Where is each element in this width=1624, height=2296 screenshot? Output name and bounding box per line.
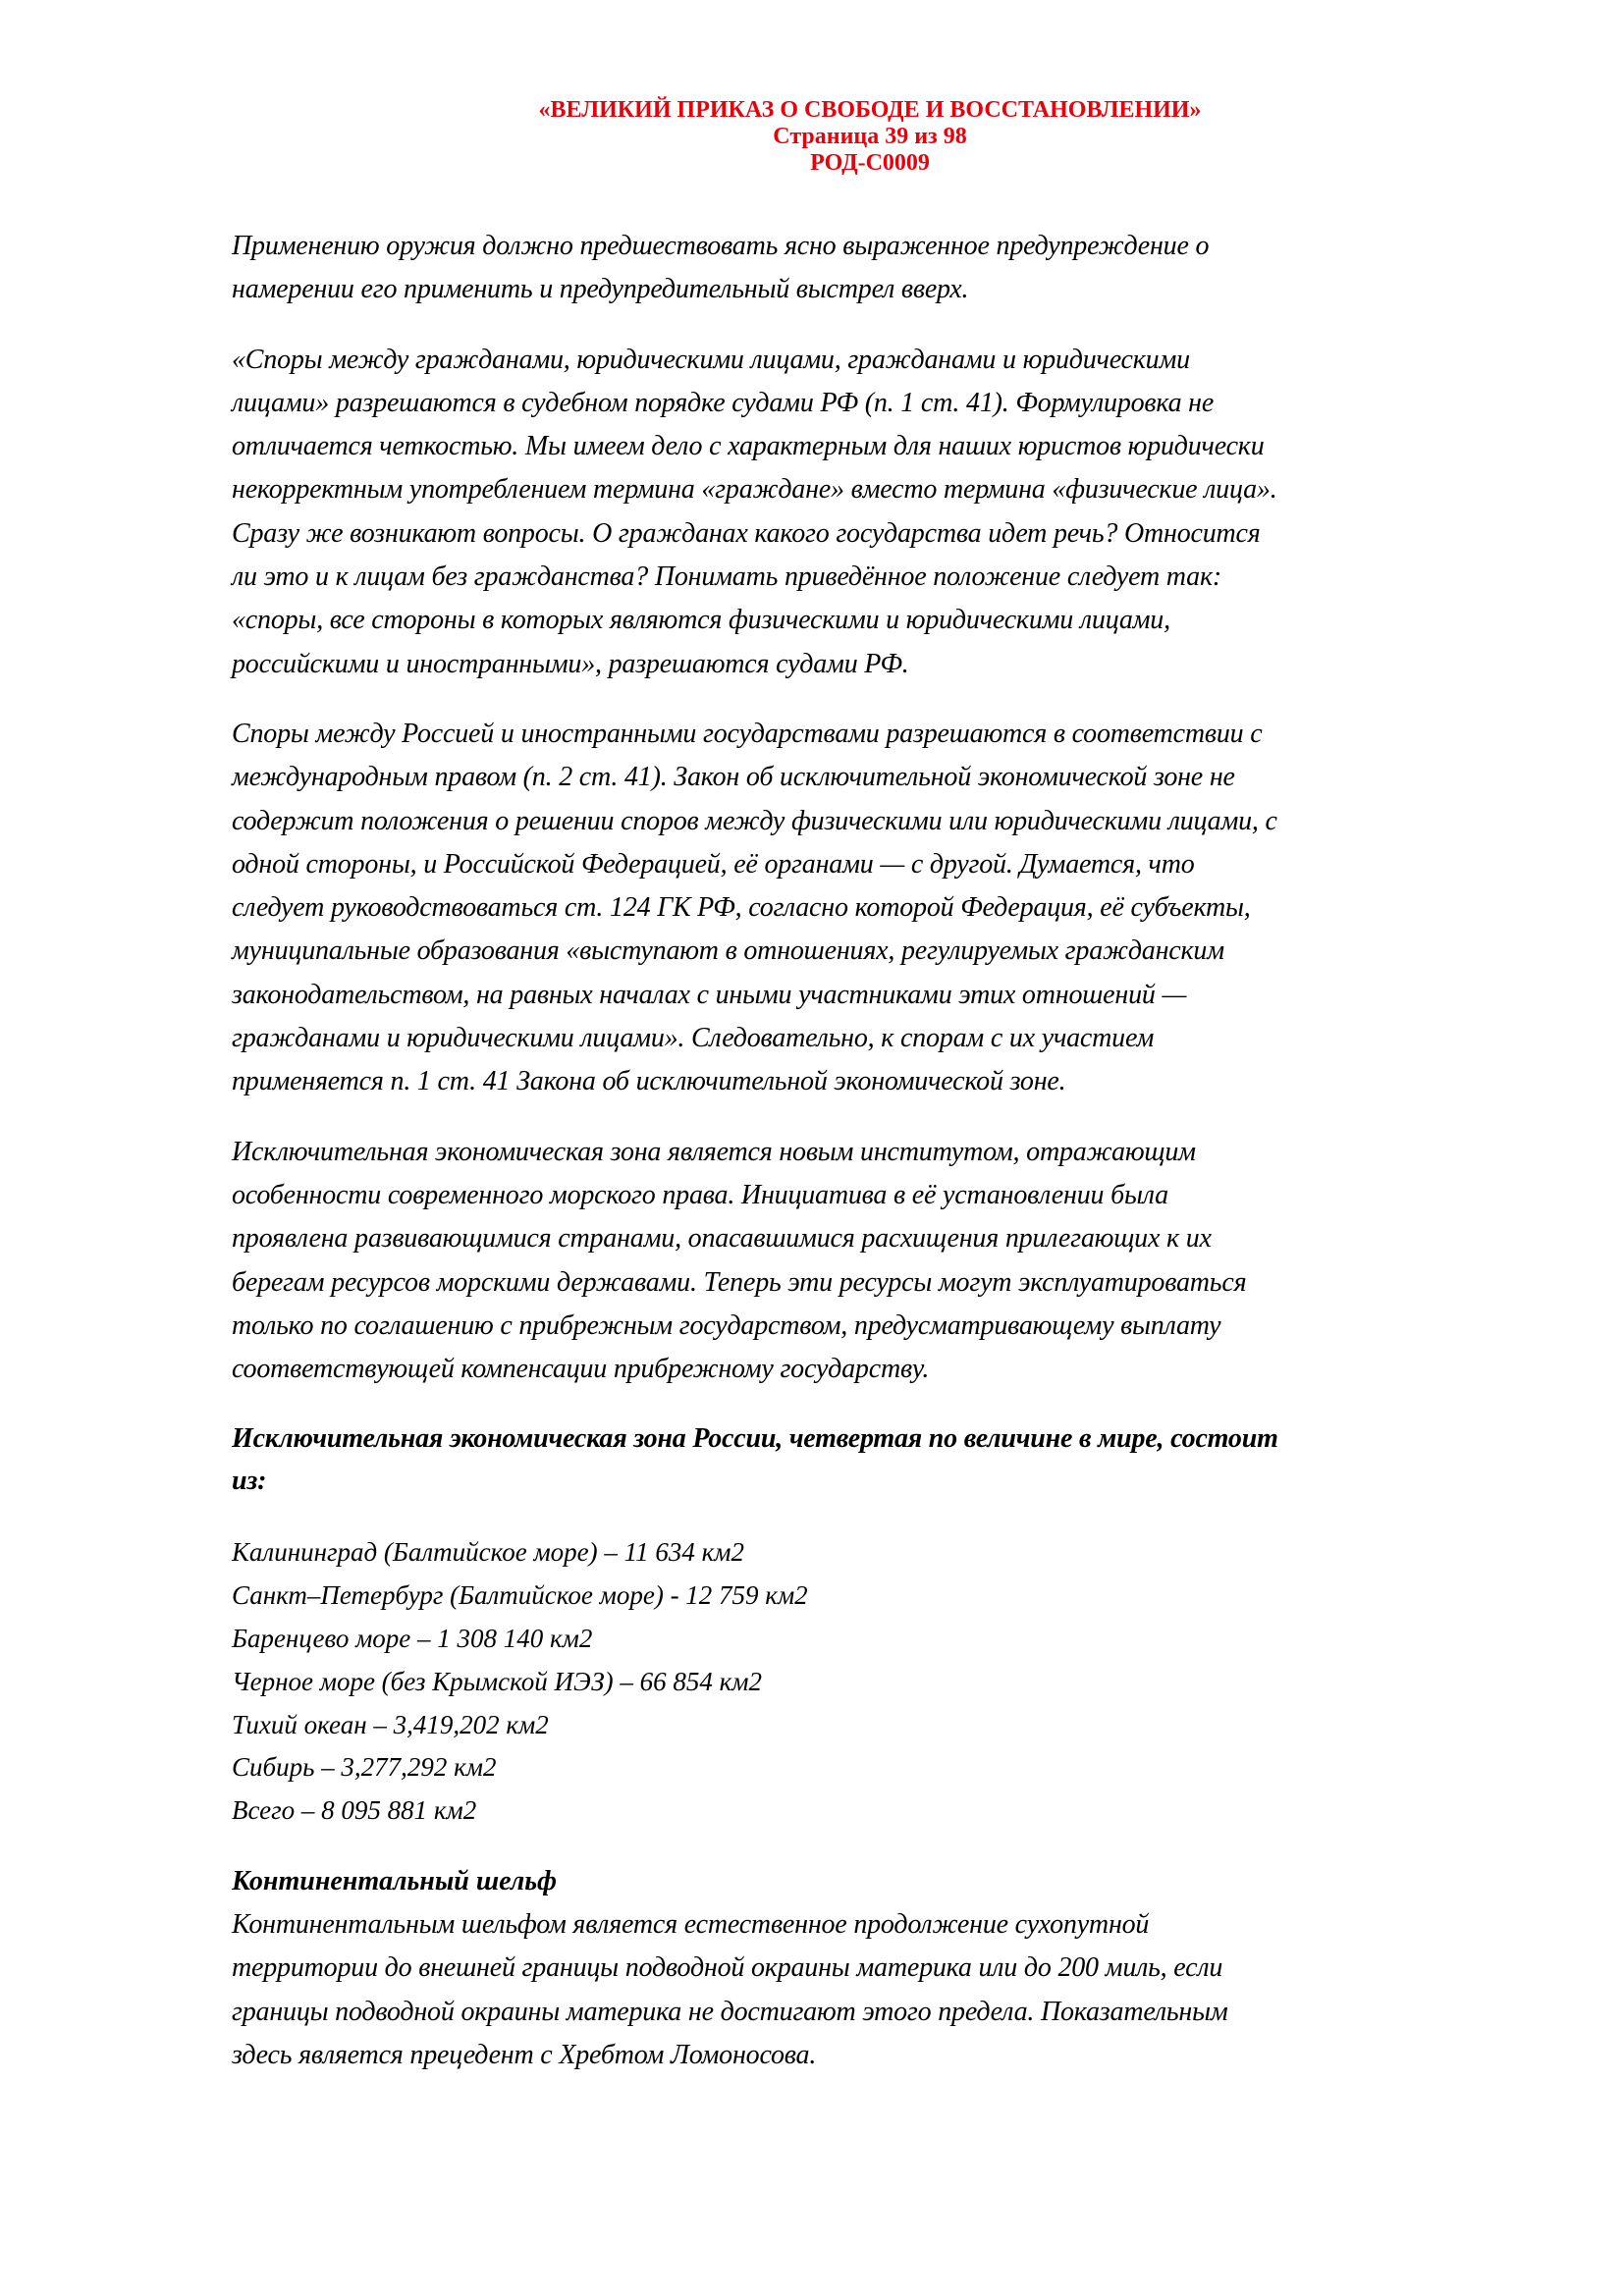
text-line: Континентальным шельфом является естественное продолжение сухопутной xyxy=(232,1909,1150,1940)
text-line: особенности современного морского права. Инициатива в её установлении была xyxy=(232,1179,1168,1210)
text-line: содержит положения о решении споров между физическими или юридическими лицами, с xyxy=(232,805,1277,836)
text-line: соответствующей компенсации прибрежному государству. xyxy=(232,1354,930,1385)
text-line: «Споры между гражданами, юридическими лицами, гражданами и юридическими xyxy=(232,344,1190,375)
text-line: гражданами и юридическими лицами». Следовательно, к спорам с их участием xyxy=(232,1023,1155,1054)
text-line: международным правом (п. 2 ст. 41). Закон об исключительной экономической зоне не xyxy=(232,762,1235,793)
text-line: Споры между Россией и иностранными государствами разрешаются в соответствии с xyxy=(232,718,1263,749)
document-code: РОД-С0009 xyxy=(810,150,930,176)
text-line: Исключительная экономическая зона России, четвертая по величине в мире, состоит xyxy=(232,1423,1278,1455)
text-line: границы подводной окраины материка не достигают этого предела. Показательным xyxy=(232,1996,1228,2027)
text-line: из: xyxy=(232,1466,267,1497)
text-line: Исключительная экономическая зона является новым институтом, отражающим xyxy=(232,1136,1196,1167)
paragraph-eez-institute xyxy=(232,1131,1518,1392)
continental-shelf-heading: Континентальный шельф xyxy=(232,1866,558,1896)
paragraph-disputes-citizens xyxy=(232,339,1518,686)
eez-russia-heading xyxy=(232,1417,1518,1502)
document-title: «ВЕЛИКИЙ ПРИКАЗ О СВОБОДЕ И ВОССТАНОВЛЕНИИ» xyxy=(538,97,1202,123)
text-line: Применению оружия должно предшествовать ясно выраженное предупреждение о xyxy=(232,231,1210,261)
text-line: «споры, все стороны в которых являются физическими и юридическими лицами, xyxy=(232,605,1170,636)
paragraph-warning-shot xyxy=(232,225,1518,312)
text-line: здесь является прецедент с Хребтом Ломоносова. xyxy=(232,2039,817,2070)
text-line: муниципальные образования «выступают в отношениях, регулируемых гражданским xyxy=(232,935,1224,967)
paragraph-disputes-states xyxy=(232,713,1518,1104)
list-item-black-sea: Черное море (без Крымской ИЭЗ) – 66 854 км2 xyxy=(232,1666,763,1696)
list-item-kaliningrad: Калининград (Балтийское море) – 11 634 км2 xyxy=(232,1537,745,1568)
list-item-pacific-ocean: Тихий океан – 3,419,202 км2 xyxy=(232,1709,549,1739)
document-header xyxy=(379,97,1361,177)
text-line: законодательством, на равных началах с иными участниками этих отношений — xyxy=(232,979,1187,1010)
text-line: одной стороны, и Российской Федерацией, её органами — с другой. Думается, что xyxy=(232,848,1195,880)
eez-zone-list xyxy=(232,1531,1518,1833)
list-item-total: Всего – 8 095 881 км2 xyxy=(232,1795,477,1826)
page-number: Страница 39 из 98 xyxy=(773,124,967,149)
text-line: лицами» разрешаются в судебном порядке судами РФ (п. 1 ст. 41). Формулировка не xyxy=(232,387,1215,418)
text-line: применяется п. 1 ст. 41 Закона об исключительной экономической зоне. xyxy=(232,1066,1066,1097)
list-item-siberia: Сибирь – 3,277,292 км2 xyxy=(232,1752,497,1783)
list-item-barents-sea: Баренцево море – 1 308 140 км2 xyxy=(232,1624,593,1654)
text-line: намерении его применить и предупредительный выстрел вверх. xyxy=(232,274,969,305)
text-line: берегам ресурсов морскими державами. Теперь эти ресурсы могут эксплуатироваться xyxy=(232,1266,1247,1298)
text-line: ли это и к лицам без гражданства? Понимать приведённое положение следует так: xyxy=(232,561,1221,593)
text-line: отличается четкостью. Мы имеем дело с характерным для наших юристов юридически xyxy=(232,431,1265,462)
text-line: российскими и иностранными», разрешаются судами РФ. xyxy=(232,648,909,679)
text-line: территории до внешней границы подводной окраины материка или до 200 миль, если xyxy=(232,1952,1223,1984)
text-line: следует руководствоваться ст. 124 ГК РФ, согласно которой Федерация, её субъекты, xyxy=(232,892,1251,924)
text-line: некорректным употреблением термина «граждане» вместо термина «физические лица». xyxy=(232,474,1277,506)
paragraph-continental-shelf xyxy=(232,1903,1518,2077)
document-body xyxy=(232,225,1518,2104)
text-line: Сразу же возникают вопросы. О гражданах какого государства идет речь? Относится xyxy=(232,517,1261,549)
list-item-saint-petersburg: Санкт–Петербург (Балтийское море) - 12 759 км2 xyxy=(232,1580,808,1611)
text-line: только по соглашению с прибрежным государством, предусматривающему выплату xyxy=(232,1309,1221,1341)
text-line: проявлена развивающимися странами, опасавшимися расхищения прилегающих к их xyxy=(232,1223,1212,1255)
